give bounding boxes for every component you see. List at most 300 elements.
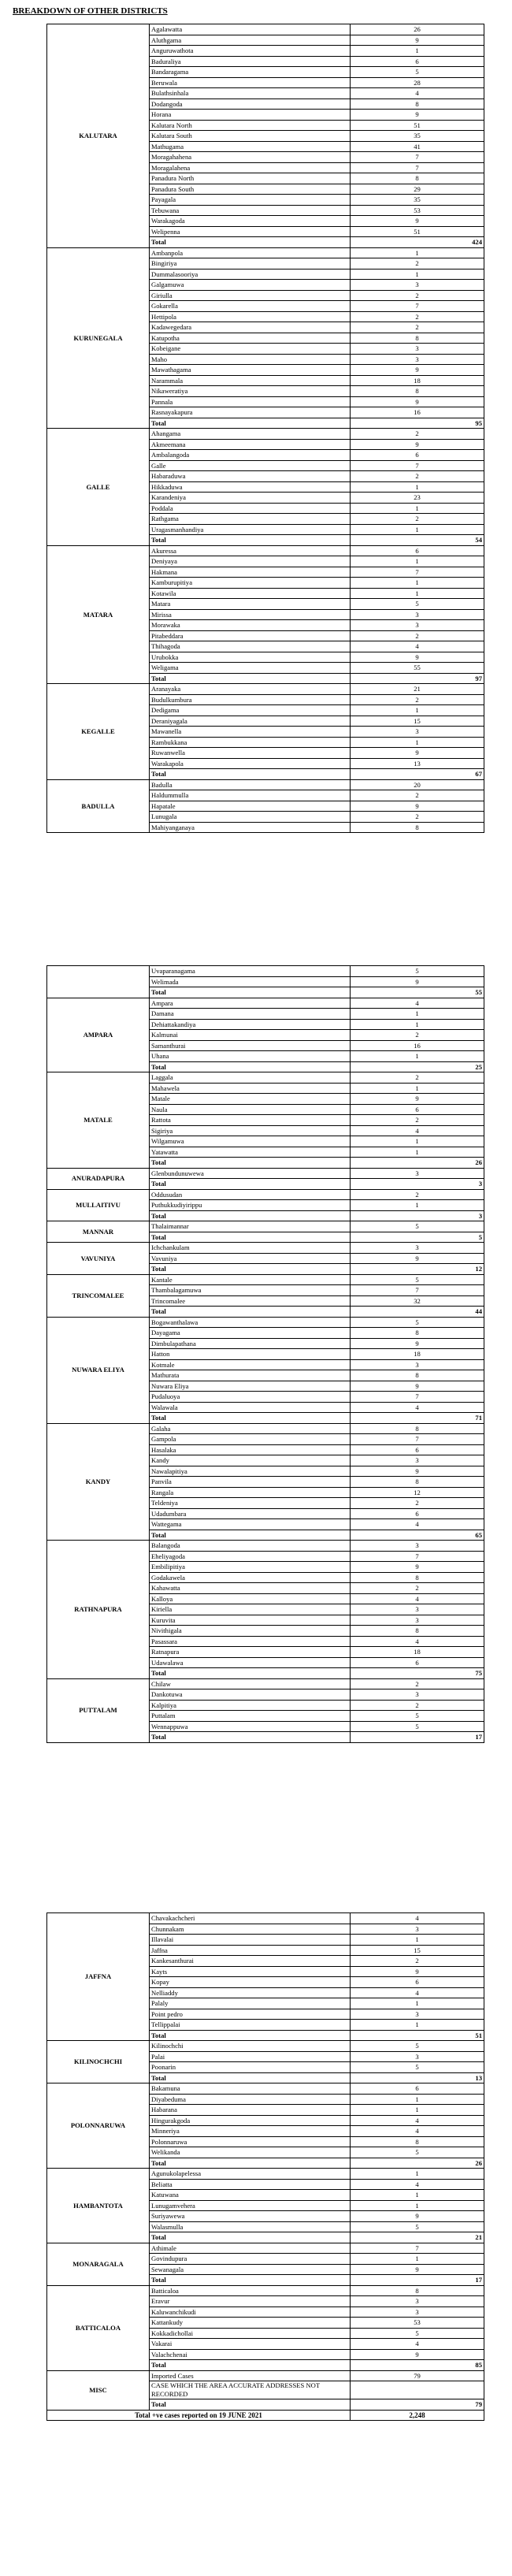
area-name: Hasalaka xyxy=(150,1444,351,1455)
total-label: Total xyxy=(150,1210,351,1221)
case-count: 15 xyxy=(351,1945,484,1956)
case-count: 6 xyxy=(351,1977,484,1988)
area-name: Aranayaka xyxy=(150,684,351,695)
area-name: Katupotha xyxy=(150,333,351,344)
district-total-value: 54 xyxy=(351,535,484,546)
grand-total-row xyxy=(47,2410,484,2421)
area-name: Kopay xyxy=(150,1977,351,1988)
area-name: Thihagoda xyxy=(150,641,351,652)
case-count: 1 xyxy=(351,2200,484,2211)
case-count: 7 xyxy=(351,162,484,173)
area-name: Kamburupitiya xyxy=(150,578,351,589)
district-name: JAFFNA xyxy=(47,1913,150,2041)
case-count: 2 xyxy=(351,1700,484,1711)
district-name: KALUTARA xyxy=(47,24,150,248)
area-name: Wilgamuwa xyxy=(150,1136,351,1147)
table-row xyxy=(47,779,484,790)
area-name: Horana xyxy=(150,110,351,121)
area-name: Sewanagala xyxy=(150,2264,351,2275)
case-count: 9 xyxy=(351,748,484,759)
district-name: MANNAR xyxy=(47,1221,150,1243)
case-count: 6 xyxy=(351,2083,484,2095)
table-row xyxy=(47,1678,484,1689)
district-name: MONARAGALA xyxy=(47,2243,150,2285)
case-count: 4 xyxy=(351,998,484,1009)
district-total-value: 85 xyxy=(351,2360,484,2371)
case-count: 3 xyxy=(351,1689,484,1701)
area-name: Lunugamvehera xyxy=(150,2200,351,2211)
area-name: Samanthurai xyxy=(150,1040,351,1051)
district-name: ANURADAPURA xyxy=(47,1168,150,1189)
area-name: Welikanda xyxy=(150,2147,351,2158)
case-count: 1 xyxy=(351,269,484,280)
case-count: 5 xyxy=(351,1721,484,1732)
total-label: Total xyxy=(150,1264,351,1275)
table-row xyxy=(47,429,484,440)
case-count: 2 xyxy=(351,311,484,322)
table-row xyxy=(47,1913,484,1924)
area-name: Tebuwana xyxy=(150,205,351,216)
total-label: Total xyxy=(150,673,351,684)
district-name: MISC xyxy=(47,2370,150,2410)
district-total-value: 3 xyxy=(351,1210,484,1221)
case-count: 1 xyxy=(351,588,484,599)
area-name: Laggala xyxy=(150,1072,351,1084)
district-total-value: 17 xyxy=(351,1732,484,1743)
case-count: 4 xyxy=(351,2126,484,2137)
area-name: Sigiriya xyxy=(150,1125,351,1136)
district-name: PUTTALAM xyxy=(47,1678,150,1742)
case-count: 1 xyxy=(351,1051,484,1062)
area-name: Vavuniya xyxy=(150,1253,351,1264)
area-name: Galgamuwa xyxy=(150,280,351,291)
case-count: 5 xyxy=(351,1274,484,1285)
area-name: Walawala xyxy=(150,1402,351,1413)
case-count: 35 xyxy=(351,195,484,206)
table-row xyxy=(47,998,484,1009)
table-row xyxy=(47,1221,484,1232)
case-count: 21 xyxy=(351,684,484,695)
case-count: 3 xyxy=(351,1541,484,1552)
area-name: Giriulla xyxy=(150,290,351,301)
area-name: Mawanella xyxy=(150,727,351,738)
case-count: 1 xyxy=(351,247,484,258)
grand-total-label: Total +ve cases reported on 19 JUNE 2021 xyxy=(47,2410,351,2421)
table-row xyxy=(47,247,484,258)
area-name: Bakamuna xyxy=(150,2083,351,2095)
area-name: Uragasmanhandiya xyxy=(150,524,351,535)
total-label: Total xyxy=(150,1732,351,1743)
area-name: Matale xyxy=(150,1094,351,1105)
total-label: Total xyxy=(150,1061,351,1072)
table-row xyxy=(47,1274,484,1285)
area-name: Urubokka xyxy=(150,652,351,663)
case-count: 9 xyxy=(351,1966,484,1977)
case-count: 9 xyxy=(351,1338,484,1349)
area-name: Suriyawewa xyxy=(150,2211,351,2222)
case-count: 1 xyxy=(351,1147,484,1158)
area-name: Dodangoda xyxy=(150,99,351,110)
case-count: 2 xyxy=(351,812,484,823)
case-count: 9 xyxy=(351,2349,484,2360)
case-count: 3 xyxy=(351,1604,484,1615)
case-count: 1 xyxy=(351,2169,484,2180)
area-name: Warakapola xyxy=(150,758,351,769)
case-count: 9 xyxy=(351,365,484,376)
case-count: 18 xyxy=(351,1349,484,1360)
table-row xyxy=(47,1168,484,1179)
area-name: Karandeniya xyxy=(150,493,351,504)
case-count: 2 xyxy=(351,290,484,301)
district-total-value: 71 xyxy=(351,1413,484,1424)
district-total-value: 97 xyxy=(351,673,484,684)
district-table-page-3 xyxy=(46,1912,484,2421)
case-count: 2 xyxy=(351,1583,484,1594)
case-count: 5 xyxy=(351,2062,484,2073)
area-name: Gokarella xyxy=(150,301,351,312)
case-count: 7 xyxy=(351,301,484,312)
case-count: 2 xyxy=(351,790,484,801)
area-name: Nivithigala xyxy=(150,1626,351,1637)
area-name: Puttalam xyxy=(150,1711,351,1722)
area-name: Agalawatta xyxy=(150,24,351,35)
total-label: Total xyxy=(150,2399,351,2411)
case-count: 1 xyxy=(351,2094,484,2105)
case-count: 4 xyxy=(351,88,484,99)
case-count: 4 xyxy=(351,641,484,652)
area-name: Thalaimannar xyxy=(150,1221,351,1232)
area-name: Batticaloa xyxy=(150,2285,351,2296)
area-name: Hapatale xyxy=(150,801,351,812)
case-count: 5 xyxy=(351,2221,484,2232)
area-name: Mahawela xyxy=(150,1083,351,1094)
case-count: 8 xyxy=(351,1572,484,1583)
area-name: Pitabeddara xyxy=(150,630,351,641)
area-name: Puthukkudiyirippu xyxy=(150,1200,351,1211)
table-row xyxy=(47,2285,484,2296)
case-count: 1 xyxy=(351,1998,484,2009)
area-name: Anguruwathota xyxy=(150,46,351,57)
area-name: Udawalawa xyxy=(150,1657,351,1668)
district-name: HAMBANTOTA xyxy=(47,2169,150,2243)
area-name: Kattankudy xyxy=(150,2318,351,2329)
area-name: Govindupura xyxy=(150,2254,351,2265)
district-name: BATTICALOA xyxy=(47,2285,150,2370)
case-count: 3 xyxy=(351,1924,484,1935)
district-total-value: 44 xyxy=(351,1307,484,1318)
case-count: 9 xyxy=(351,1253,484,1264)
district-total-value: 51 xyxy=(351,2030,484,2041)
area-name: Kalmunai xyxy=(150,1030,351,1041)
case-count: 13 xyxy=(351,758,484,769)
area-name: Welipenna xyxy=(150,226,351,237)
area-name: Palai xyxy=(150,2051,351,2062)
area-name: Matara xyxy=(150,599,351,610)
area-name: Ambanpola xyxy=(150,247,351,258)
case-count: 9 xyxy=(351,1466,484,1477)
case-count: 5 xyxy=(351,599,484,610)
area-name: Warakagoda xyxy=(150,216,351,227)
area-name: Poonarin xyxy=(150,2062,351,2073)
case-count: 4 xyxy=(351,1125,484,1136)
area-name: Oddusudan xyxy=(150,1189,351,1200)
area-name: Habarana xyxy=(150,2105,351,2116)
district-total-value: 26 xyxy=(351,1158,484,1169)
case-count: 1 xyxy=(351,2020,484,2031)
area-name: Rambukkana xyxy=(150,737,351,748)
district-table-page-2 xyxy=(46,965,484,1743)
table-row xyxy=(47,1072,484,1084)
table-row xyxy=(47,2243,484,2254)
case-count: 1 xyxy=(351,503,484,514)
case-count: 32 xyxy=(351,1295,484,1307)
area-name: Jaffna xyxy=(150,1945,351,1956)
table-row xyxy=(47,24,484,35)
district-total-value: 3 xyxy=(351,1179,484,1190)
case-count: 7 xyxy=(351,152,484,163)
area-name: Kalpitiya xyxy=(150,1700,351,1711)
total-label: Total xyxy=(150,2158,351,2169)
area-name: Pudaluoya xyxy=(150,1392,351,1403)
area-name: Valachchenai xyxy=(150,2349,351,2360)
case-count: 3 xyxy=(351,1615,484,1626)
area-name: Vakarai xyxy=(150,2339,351,2350)
area-name: Hettipola xyxy=(150,311,351,322)
area-name: Rangala xyxy=(150,1487,351,1498)
case-count: 1 xyxy=(351,46,484,57)
area-name: Nelliaddy xyxy=(150,1987,351,1998)
case-count: 6 xyxy=(351,1104,484,1115)
area-name: Dummalasooriya xyxy=(150,269,351,280)
area-name: Palaly xyxy=(150,1998,351,2009)
area-name: Polonnaruwa xyxy=(150,2136,351,2147)
area-name: Damana xyxy=(150,1009,351,1020)
area-name: Galaha xyxy=(150,1423,351,1434)
case-count: 7 xyxy=(351,1285,484,1296)
total-label: Total xyxy=(150,1307,351,1318)
case-count: 7 xyxy=(351,2243,484,2254)
case-count: 8 xyxy=(351,99,484,110)
case-count: 6 xyxy=(351,1657,484,1668)
area-name: Katuwana xyxy=(150,2190,351,2201)
total-label: Total xyxy=(150,1668,351,1679)
case-count: 5 xyxy=(351,1221,484,1232)
area-name: CASE WHICH THE AREA ACCURATE ADDRESSES NOT RECORDED xyxy=(150,2381,351,2399)
area-name: Ruwanwella xyxy=(150,748,351,759)
area-name: Bandaragama xyxy=(150,67,351,78)
area-name: Embilipitiya xyxy=(150,1562,351,1573)
area-name: Moragalahena xyxy=(150,162,351,173)
area-name: Gampola xyxy=(150,1434,351,1445)
case-count: 79 xyxy=(351,2370,484,2381)
area-name: Udadumbara xyxy=(150,1508,351,1519)
area-name: Haldummulla xyxy=(150,790,351,801)
case-count: 51 xyxy=(351,226,484,237)
area-name: Illavalai xyxy=(150,1935,351,1946)
case-count: 3 xyxy=(351,1455,484,1466)
district-total-value: 13 xyxy=(351,2072,484,2083)
area-name: Tellippalai xyxy=(150,2020,351,2031)
area-name: Bogawanthalawa xyxy=(150,1317,351,1328)
case-count: 9 xyxy=(351,976,484,987)
case-count: 4 xyxy=(351,2339,484,2350)
case-count: 18 xyxy=(351,1647,484,1658)
case-count: 8 xyxy=(351,2136,484,2147)
district-name: KILINOCHCHI xyxy=(47,2041,150,2083)
area-name: Kandy xyxy=(150,1455,351,1466)
case-count: 41 xyxy=(351,141,484,152)
case-count: 8 xyxy=(351,333,484,344)
case-count: 8 xyxy=(351,173,484,184)
area-name: Bulathsinhala xyxy=(150,88,351,99)
area-name: Kiriella xyxy=(150,1604,351,1615)
area-name: Kaluwanchikudi xyxy=(150,2307,351,2318)
area-name: Hikkaduwa xyxy=(150,481,351,493)
area-name: Point pedro xyxy=(150,2009,351,2020)
area-name: Budulkumbura xyxy=(150,694,351,705)
area-name: Wattegama xyxy=(150,1519,351,1530)
area-name: Narammala xyxy=(150,375,351,386)
case-count: 3 xyxy=(351,727,484,738)
area-name: Eheliyagoda xyxy=(150,1551,351,1562)
case-count: 5 xyxy=(351,1711,484,1722)
area-name: Ichchankulam xyxy=(150,1243,351,1254)
area-name: Baduraliya xyxy=(150,56,351,67)
total-label: Total xyxy=(150,1232,351,1243)
case-count: 1 xyxy=(351,524,484,535)
case-count: 8 xyxy=(351,1477,484,1488)
case-count: 2 xyxy=(351,322,484,333)
case-count: 5 xyxy=(351,2041,484,2052)
case-count: 1 xyxy=(351,481,484,493)
district-name: MULLAITIVU xyxy=(47,1189,150,1221)
area-name: Walasmulla xyxy=(150,2221,351,2232)
area-name: Pannala xyxy=(150,396,351,407)
district-name: KEGALLE xyxy=(47,684,150,780)
area-name: Naula xyxy=(150,1104,351,1115)
area-name: Moragahahena xyxy=(150,152,351,163)
area-name: Kotmale xyxy=(150,1359,351,1370)
case-count: 8 xyxy=(351,1423,484,1434)
district-name: BADULLA xyxy=(47,779,150,833)
area-name: Kobeigane xyxy=(150,344,351,355)
district-name: KANDY xyxy=(47,1423,150,1541)
area-name: Trincomalee xyxy=(150,1295,351,1307)
document-heading: BREAKDOWN OF OTHER DISTRICTS xyxy=(13,6,168,16)
case-count: 7 xyxy=(351,1434,484,1445)
area-name: Kotawila xyxy=(150,588,351,599)
case-count: 4 xyxy=(351,1636,484,1647)
area-name: Payagala xyxy=(150,195,351,206)
area-name: Mathugama xyxy=(150,141,351,152)
area-name: Maho xyxy=(150,354,351,365)
area-name: Welimada xyxy=(150,976,351,987)
total-label: Total xyxy=(150,1413,351,1424)
area-name: Beruwala xyxy=(150,77,351,88)
case-count: 4 xyxy=(351,1913,484,1924)
case-count: 1 xyxy=(351,1019,484,1030)
case-count: 5 xyxy=(351,2328,484,2339)
case-count: 6 xyxy=(351,450,484,461)
case-count: 15 xyxy=(351,716,484,727)
case-count: 53 xyxy=(351,205,484,216)
total-label: Total xyxy=(150,2275,351,2286)
area-name: Kadawegedara xyxy=(150,322,351,333)
district-name xyxy=(47,966,150,998)
table-row xyxy=(47,1541,484,1552)
case-count: 20 xyxy=(351,779,484,790)
district-total-value: 75 xyxy=(351,1668,484,1679)
case-count: 4 xyxy=(351,1593,484,1604)
case-count: 1 xyxy=(351,1136,484,1147)
district-name: AMPARA xyxy=(47,998,150,1072)
area-name: Kankesanthurai xyxy=(150,1956,351,1967)
area-name: Imported Cases xyxy=(150,2370,351,2381)
case-count: 3 xyxy=(351,2296,484,2307)
area-name: Mathurata xyxy=(150,1370,351,1381)
area-name: Akmeemana xyxy=(150,439,351,450)
area-name: Pasassara xyxy=(150,1636,351,1647)
case-count: 2 xyxy=(351,1115,484,1126)
district-total-value: 65 xyxy=(351,1530,484,1541)
area-name: Glenbundunuwewa xyxy=(150,1168,351,1179)
area-name: Hatton xyxy=(150,1349,351,1360)
case-count: 3 xyxy=(351,609,484,620)
area-name: Mirissa xyxy=(150,609,351,620)
area-name: Rasnayakapura xyxy=(150,407,351,418)
district-name: TRINCOMALEE xyxy=(47,1274,150,1317)
case-count: 9 xyxy=(351,2211,484,2222)
case-count: 26 xyxy=(351,24,484,35)
case-count: 3 xyxy=(351,1168,484,1179)
case-count: 2 xyxy=(351,429,484,440)
case-count: 1 xyxy=(351,705,484,716)
case-count: 1 xyxy=(351,1935,484,1946)
district-total-value: 12 xyxy=(351,1264,484,1275)
table-row xyxy=(47,2370,484,2381)
area-name: Akuressa xyxy=(150,545,351,556)
case-count: 9 xyxy=(351,652,484,663)
area-name: Kalloya xyxy=(150,1593,351,1604)
area-name: Chunnakam xyxy=(150,1924,351,1935)
case-count: 3 xyxy=(351,2009,484,2020)
case-count: 5 xyxy=(351,67,484,78)
area-name: Kilinochchi xyxy=(150,2041,351,2052)
case-count: 6 xyxy=(351,545,484,556)
area-name: Dedigama xyxy=(150,705,351,716)
case-count: 7 xyxy=(351,1551,484,1562)
area-name: Weligama xyxy=(150,663,351,674)
table-row xyxy=(47,1423,484,1434)
case-count: 4 xyxy=(351,1987,484,1998)
area-name: Thambalagamuwa xyxy=(150,1285,351,1296)
table-row xyxy=(47,1189,484,1200)
table-row xyxy=(47,1317,484,1328)
case-count: 1 xyxy=(351,578,484,589)
case-count: 5 xyxy=(351,1317,484,1328)
area-name: Kalutara South xyxy=(150,131,351,142)
case-count: 1 xyxy=(351,1083,484,1094)
case-count: 2 xyxy=(351,514,484,525)
case-count: 4 xyxy=(351,2179,484,2190)
table-row xyxy=(47,2083,484,2095)
case-count: 3 xyxy=(351,620,484,631)
area-name: Kayts xyxy=(150,1966,351,1977)
area-name: Rattota xyxy=(150,1115,351,1126)
area-name: Bingiriya xyxy=(150,258,351,269)
case-count: 6 xyxy=(351,56,484,67)
area-name: Morawaka xyxy=(150,620,351,631)
